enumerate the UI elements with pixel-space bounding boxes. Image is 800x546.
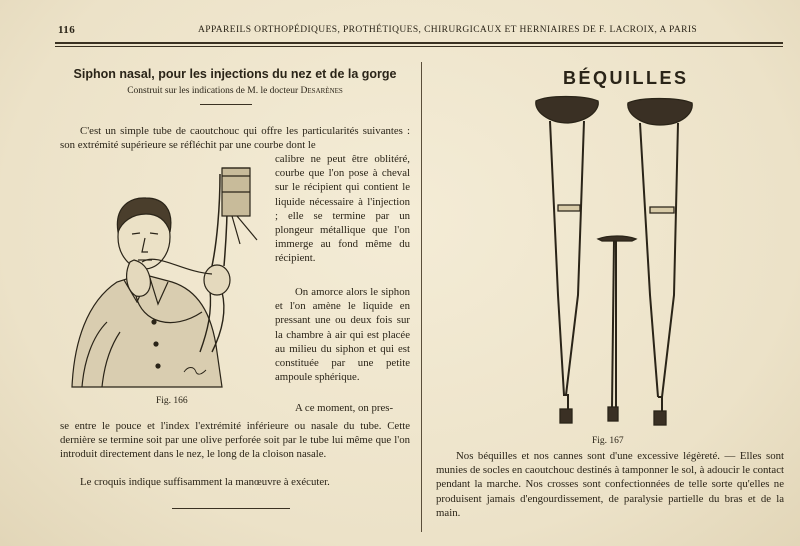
paragraph-1-start: C'est un simple tube de caoutchouc qui offre les particularités suivantes : son extrémité supérieure se réfléchit par une courbe dont le [60,125,410,152]
siphon-illustration [62,162,272,390]
paragraph-3-start: A ce moment, on pres- [295,402,394,414]
bequilles-title: BÉQUILLES [563,68,689,88]
fig-167-caption: Fig. 167 [592,436,624,446]
paragraph-3-wrap: se entre le pouce et l'index l'extrémité inférieure ou nasale du tube. Cette dernière se termine soit par une olive perforée soit par le tube lui même que l'on introduit directement dans le nez, le long de la cloison nasale. [60,420,410,461]
paragraph-2: On amorce alors le siphon et l'on amène le liquide en pressant une ou deux fois sur la chambre à air qui est placée au milieu du siphon et qui est constituée par une petite ampoule sphérique. [275,286,410,384]
page-number: 116 [58,24,76,36]
paragraph-4: Le croquis indique suffisamment la manœuvre à exécuter. [80,476,330,488]
crutches-illustration [528,95,703,430]
doctor-name: Desarènes [300,86,343,96]
title-rule [200,104,252,105]
running-title: APPAREILS ORTHOPÉDIQUES, PROTHÉTIQUES, CHIRURGICAUX ET HERNIAIRES DE F. LACROIX, A PARIS [198,25,698,35]
siphon-subtitle [60,86,410,96]
subtitle-prefix: Construit sur les indications de M. le docteur [127,86,299,96]
header-rule-thick [55,42,783,44]
paragraph-1-wrap: calibre ne peut être oblitéré, courbe que l'on pose à cheval sur le récipient qui contient le liquide nécessaire à l'injection ; elle se termine par un plongeur métallique que l'on immerge au fond même du récipient. [275,153,410,265]
column-divider [421,62,422,532]
bequilles-paragraph: Nos béquilles et nos cannes sont d'une excessive légèreté. — Elles sont munies de socles en caoutchouc destinés à tamponner le sol, à adoucir le contact pendant la marche. Nos crosses sont confectionnées de telle sorte qu'elles ne produisent jamais d'engourdissement, de paralysie partielle du bras et de la main. [436,450,784,519]
fig-166-caption: Fig. 166 [156,396,188,406]
end-rule [172,508,290,509]
header-rule-thin [55,46,783,47]
page-header [58,24,782,40]
siphon-title: Siphon nasal, pour les injections du nez et de la gorge [73,67,397,81]
